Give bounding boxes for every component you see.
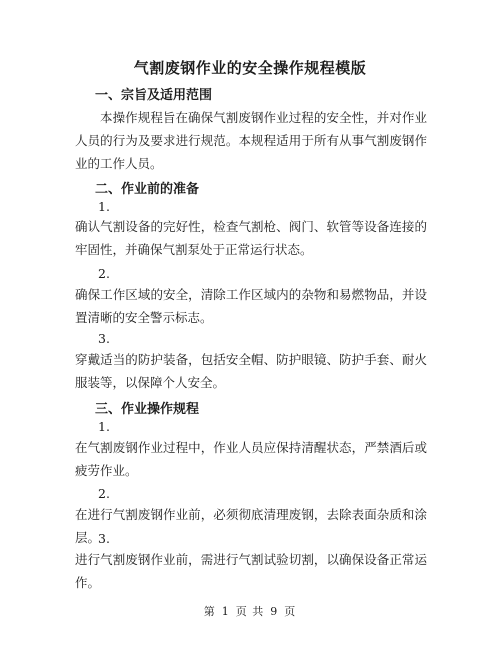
footer-middle: 页 共: [235, 605, 265, 618]
list-item-number: 3.: [98, 331, 110, 346]
footer-prefix: 第: [203, 605, 216, 618]
section-heading-procedure: 三、作业操作规程: [95, 402, 200, 417]
footer-total-pages: 9: [270, 605, 279, 618]
list-item-number: 2.: [98, 486, 110, 501]
list-item-text: 在气割废钢作业过程中，作业人员应保持清醒状态，严禁酒后或疲劳作业。: [75, 440, 427, 478]
list-item-number: 1.: [98, 199, 110, 214]
list-item-text: 在进行气割废钢作业前，必须彻底清理废钢，去除表面杂质和涂层。: [75, 507, 427, 545]
list-item-text: 确认气割设备的完好性，检查气割枪、阀门、软管等设备连接的牢固性，并确保气割泵处于正常运行状态。: [75, 219, 427, 257]
list-item-number: 3.: [98, 531, 110, 546]
footer-suffix: 页: [284, 605, 297, 618]
footer-page-number: 1: [221, 605, 230, 618]
page-footer: [0, 603, 500, 619]
document-title: 气割废钢作业的安全操作规程模版: [133, 59, 367, 77]
section-heading-preparation: 二、作业前的准备: [95, 182, 200, 197]
section-heading-purpose: 一、宗旨及适用范围: [95, 88, 213, 103]
list-item-text: 进行气割废钢作业前，需进行气割试验切割，以确保设备正常运作。: [75, 552, 427, 590]
list-item-number: 2.: [98, 266, 110, 281]
list-item-text: 穿戴适当的防护装备，包括安全帽、防护眼镜、防护手套、耐火服装等，以保障个人安全。: [75, 352, 427, 390]
list-item-text: 确保工作区域的安全，清除工作区域内的杂物和易燃物品，并设置清晰的安全警示标志。: [75, 287, 427, 325]
list-item-number: 1.: [98, 419, 110, 434]
section-body-purpose: 本操作规程旨在确保气割废钢作业过程的安全性，并对作业人员的行为及要求进行规范。本规程适用于所有从事气割废钢作业的工作人员。: [75, 110, 427, 171]
